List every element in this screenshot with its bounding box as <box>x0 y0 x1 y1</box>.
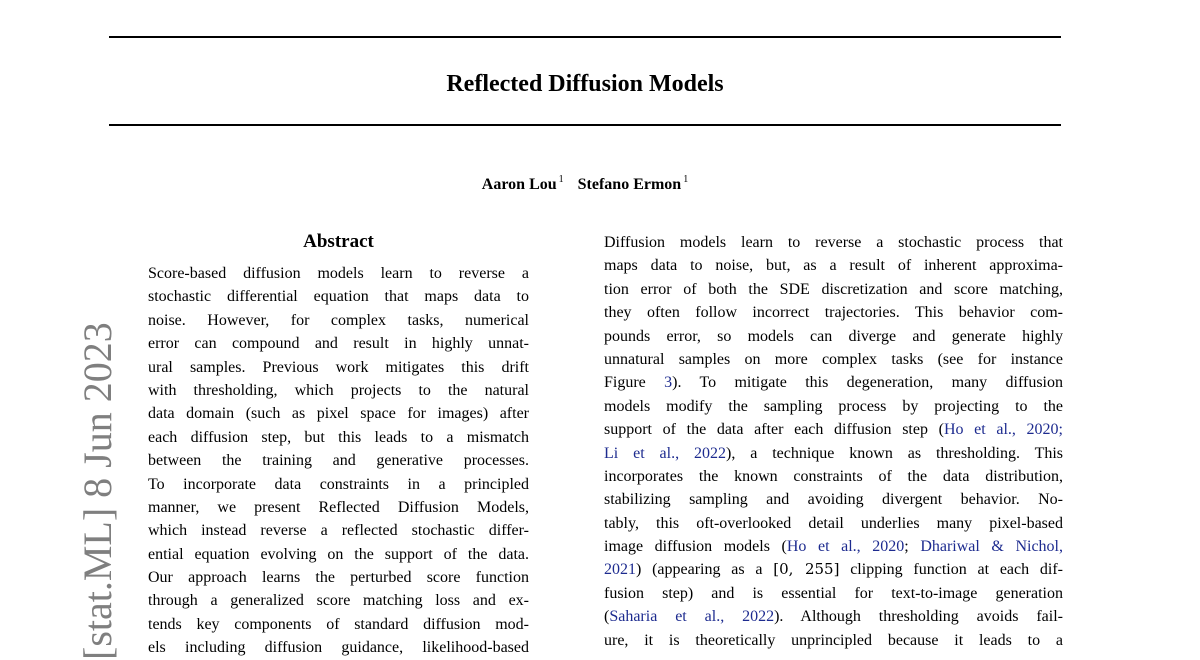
intro-line: tion error of both the SDE discretization and score matching, <box>604 280 1063 298</box>
author-affiliation: 1 <box>683 174 689 185</box>
abstract-line: tends key components of standard diffusion mod- <box>148 615 529 633</box>
abstract-line: with thresholding, which projects to the natural <box>148 381 529 399</box>
author-affiliation: 1 <box>558 174 564 185</box>
intro-text: ( <box>604 608 610 626</box>
intro-text: ) (appearing as a <box>636 561 774 579</box>
intro-text: support of the data after each diffusion step ( <box>604 421 944 439</box>
citation-link[interactable]: Saharia et al., 2022 <box>609 608 775 626</box>
abstract-heading: Abstract <box>303 231 374 252</box>
abstract-line: ential equation evolving on the support of the data. <box>148 545 529 563</box>
intro-line <box>604 442 1063 465</box>
intro-line: pounds error, so models can diverge and generate highly <box>604 327 1063 345</box>
intro-text: clipping function at each dif- <box>839 561 1063 579</box>
abstract-line: To incorporate data constraints in a principled <box>148 475 529 493</box>
intro-line: unnatural samples on more complex tasks (see for instance <box>604 350 1063 368</box>
intro-line: maps data to noise, but, as a result of inherent approxima- <box>604 257 1063 275</box>
citation-link[interactable]: Ho et al., 2020 <box>786 538 905 556</box>
citation-link[interactable]: Ho et al., 2020; <box>943 421 1064 439</box>
intro-line <box>604 535 1063 558</box>
figure-ref-link[interactable]: 3 <box>664 374 673 392</box>
title-rule-top <box>109 36 1061 38</box>
abstract-line: noise. However, for complex tasks, numerical <box>148 311 529 329</box>
introduction-body <box>604 231 1063 652</box>
abstract-line: Score-based diffusion models learn to reverse a <box>148 265 529 282</box>
arxiv-margin-stamp: [stat.ML] 8 Jun 2023 <box>75 322 120 660</box>
abstract-line: ural samples. Previous work mitigates this drift <box>148 358 529 376</box>
citation-link[interactable]: Li et al., 2022 <box>604 444 726 462</box>
intro-text: Figure <box>604 374 665 392</box>
intro-line: Diffusion models learn to reverse a stochastic process that <box>604 234 1063 251</box>
abstract-line: els including diffusion guidance, likelihood-based <box>148 639 529 657</box>
abstract-line: each diffusion step, but this leads to a mismatch <box>148 428 529 446</box>
intro-line <box>604 605 1063 628</box>
citation-link[interactable]: 2021 <box>604 561 636 579</box>
title-rule-bottom <box>109 124 1061 126</box>
abstract-line: through a generalized score matching loss and ex- <box>148 592 529 610</box>
intro-line: they often follow incorrect trajectories. This behavior com- <box>604 304 1063 322</box>
intro-line: models modify the sampling process by projecting to the <box>604 397 1063 415</box>
abstract-line: which instead reverse a reflected stochastic differ- <box>148 522 529 540</box>
abstract-line: error can compound and result in highly unnat- <box>148 335 529 353</box>
abstract-line: stochastic differential equation that maps data to <box>148 288 529 306</box>
abstract-body <box>148 262 529 660</box>
intro-line <box>604 371 1063 394</box>
paper-title: Reflected Diffusion Models <box>446 71 724 97</box>
abstract-line: between the training and generative processes. <box>148 452 529 470</box>
intro-text: image diffusion models ( <box>604 538 787 556</box>
intro-line <box>604 558 1063 581</box>
intro-line: ure, it is theoretically unprincipled because it leads to a <box>604 631 1063 649</box>
citation-link[interactable]: Dhariwal & Nichol, <box>920 538 1063 556</box>
abstract-line: manner, we present Reflected Diffusion Models, <box>148 498 529 516</box>
intro-line <box>604 418 1063 441</box>
author-name: Stefano Ermon <box>577 176 682 193</box>
intro-line: incorporates the known constraints of the data distribution, <box>604 467 1063 485</box>
abstract-line: data domain (such as pixel space for images) after <box>148 405 529 423</box>
inline-math: [0, 255] <box>773 560 840 579</box>
intro-line: stabilizing sampling and avoiding divergent behavior. No- <box>604 491 1063 509</box>
intro-line: tably, this oft-overlooked detail underlies many pixel-based <box>604 514 1063 532</box>
intro-line: fusion step) and is essential for text-to-image generation <box>604 584 1063 602</box>
intro-text: ), a technique known as thresholding. This <box>726 444 1064 462</box>
intro-text: ; <box>904 538 921 556</box>
author-list <box>109 170 1061 195</box>
abstract-line: Our approach learns the perturbed score function <box>148 569 529 587</box>
author-name: Aaron Lou <box>481 176 557 193</box>
intro-text: ). Although thresholding avoids fail- <box>774 608 1063 626</box>
intro-text: ). To mitigate this degeneration, many diffusion <box>672 374 1063 392</box>
